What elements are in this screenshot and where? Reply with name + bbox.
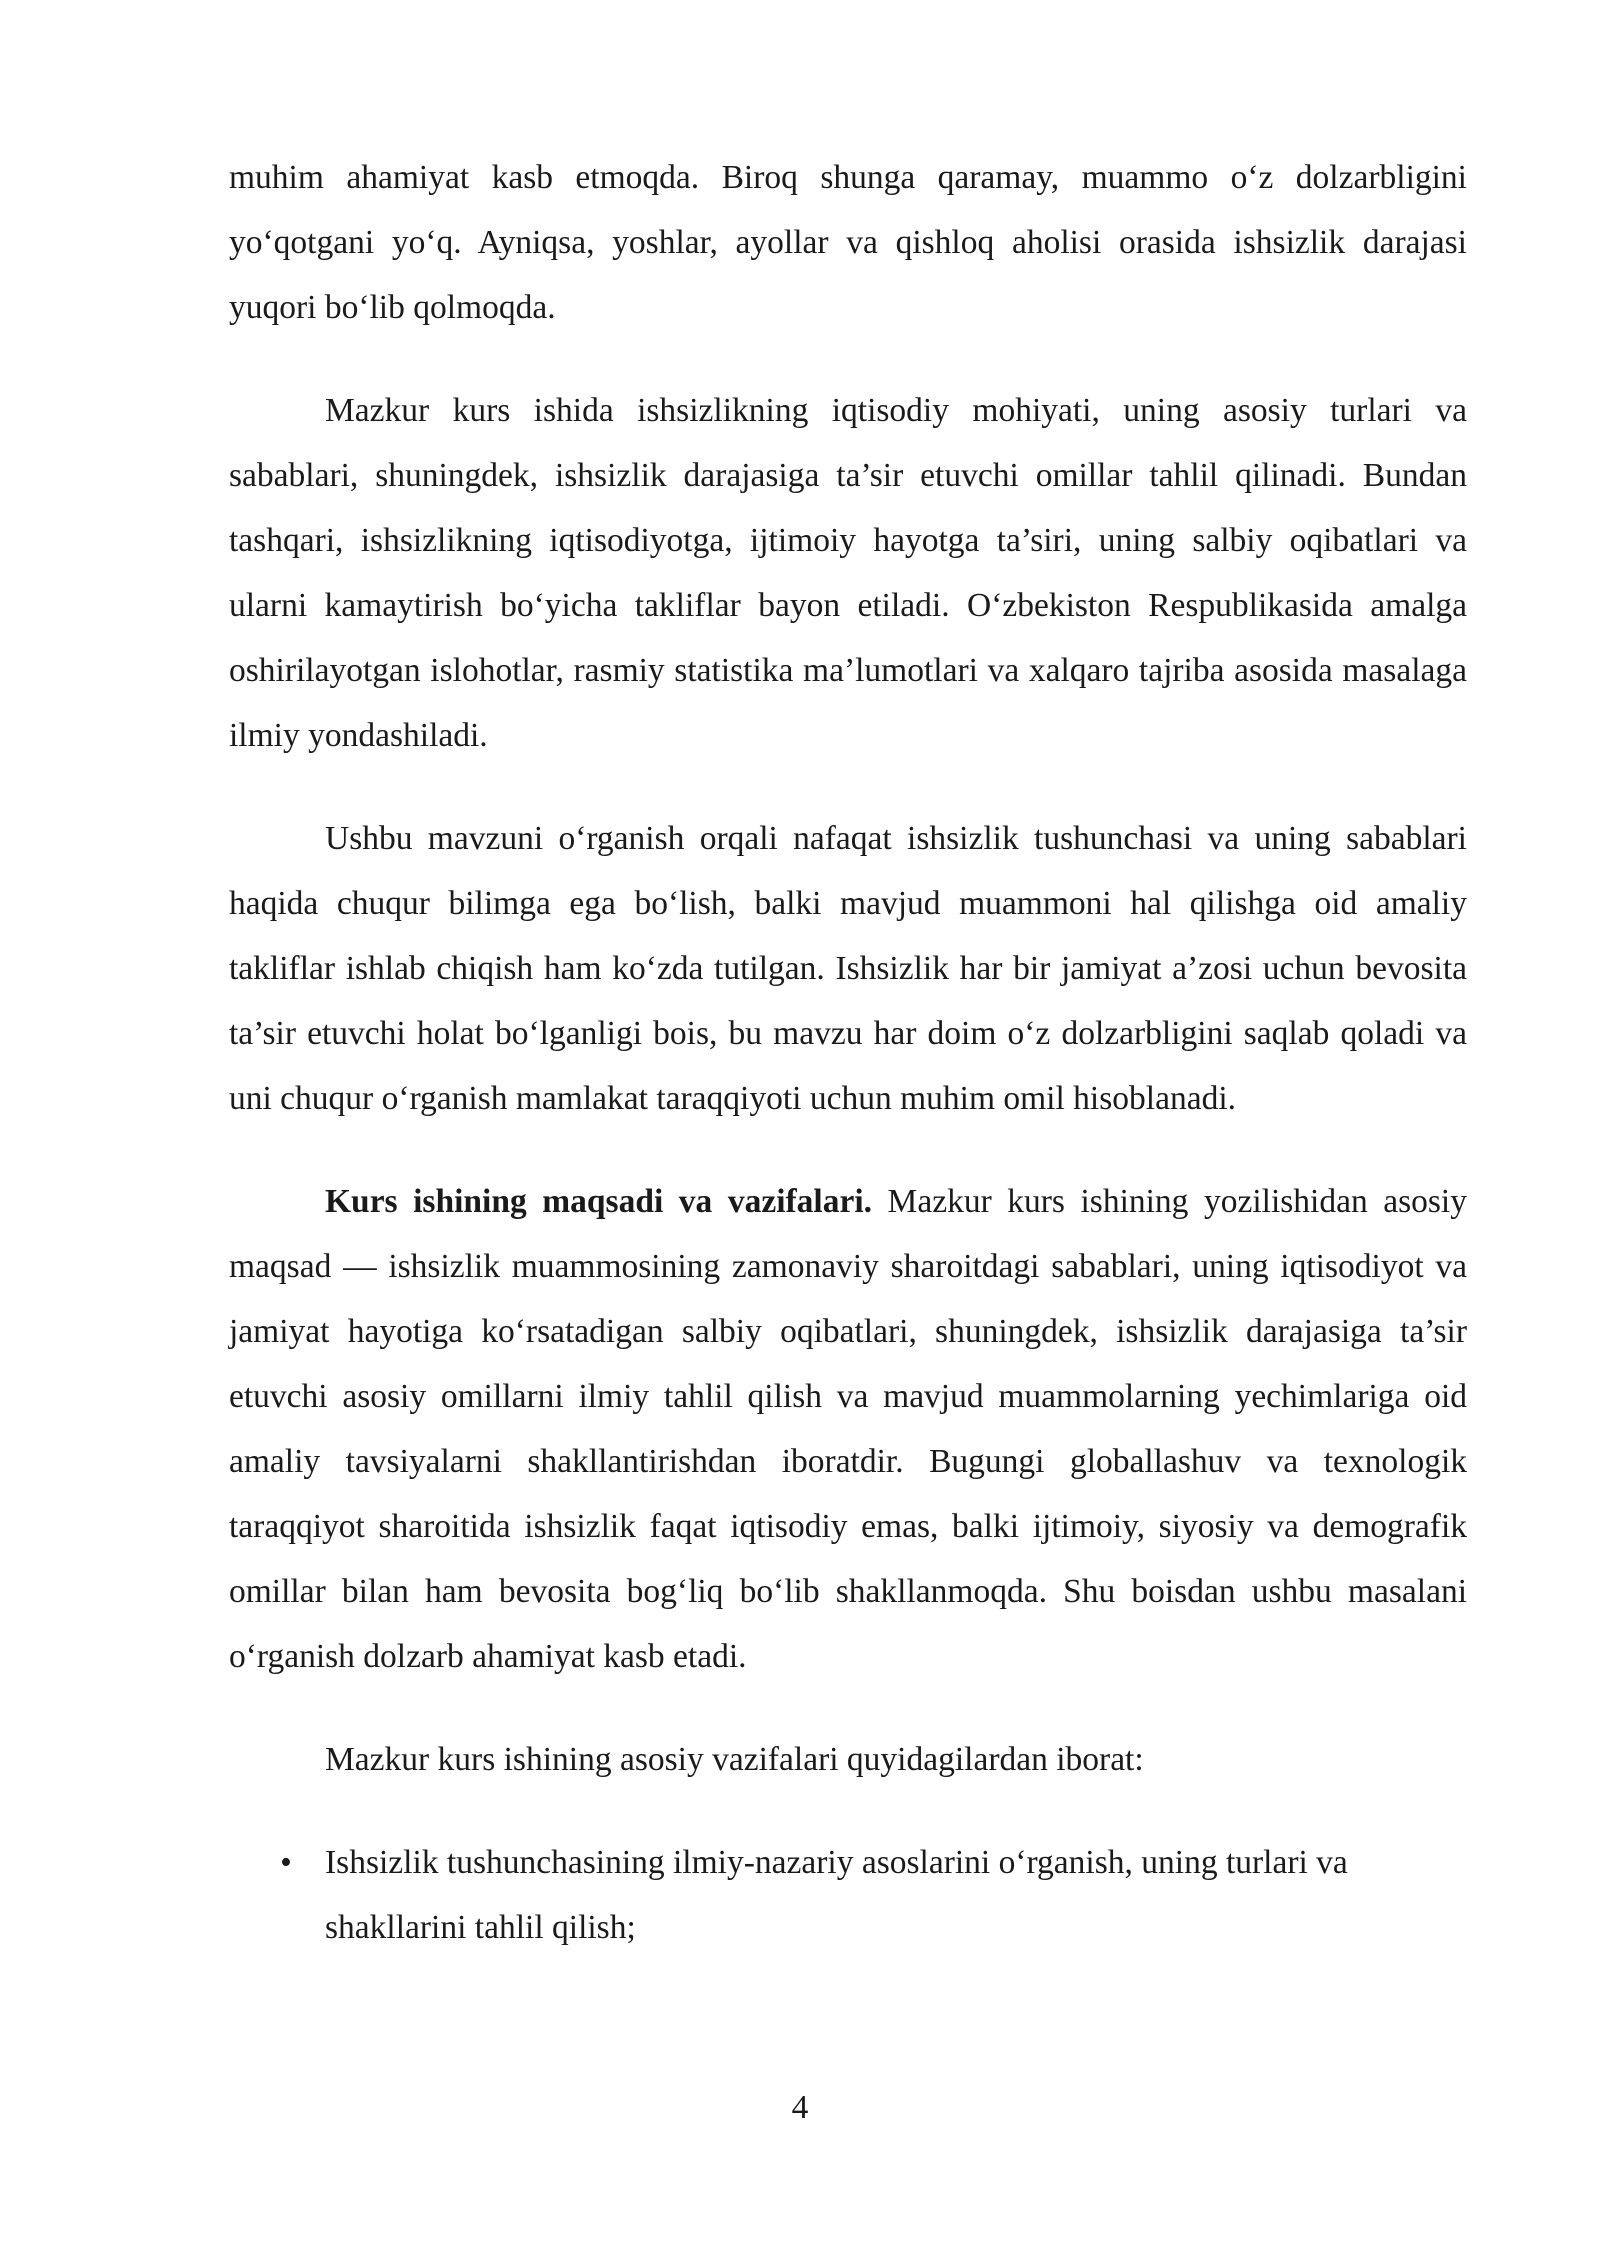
list-item <box>229 1830 1467 1960</box>
page-body <box>229 145 1467 1960</box>
task-text: Ishsizlik tushunchasining ilmiy-nazariy asoslarini o‘rganish, uning turlari va shakllarini tahlil qilish; <box>325 1844 1348 1946</box>
paragraph-topic-study: Ushbu mavzuni o‘rganish orqali nafaqat ishsizlik tushunchasi va uning sabablari haqida chuqur bilimga ega bo‘lish, balki mavjud muammoni hal qilishga oid amaliy takliflar ishlab chiqish ham ko‘zda tutilgan. Ishsizlik har bir jamiyat a’zosi uchun bevosita ta’sir etuvchi holat bo‘lganligi bois, bu mavzu har doim o‘z dolzarbligini saqlab qoladi va uni chuqur o‘rganish mamlakat taraqqiyoti uchun muhim omil hisoblanadi. <box>229 820 1467 1117</box>
bullet-icon: • <box>280 1844 292 1881</box>
paragraph-goal <box>229 1169 1467 1689</box>
paragraph-course-content: Mazkur kurs ishida ishsizlikning iqtisodiy mohiyati, uning asosiy turlari va sabablari, shuningdek, ishsizlik darajasiga ta’sir etuvchi omillar tahlil qilinadi. Bundan tashqari, ishsizlikning iqtisodiyotga, ijtimoiy hayotga ta’siri, uning salbiy oqibatlari va ularni kamaytirish bo‘yicha takliflar bayon etiladi. O‘zbekiston Respublikasida amalga oshirilayotgan islohotlar, rasmiy statistika ma’lumotlari va xalqaro tajriba asosida masalaga ilmiy yondashiladi. <box>229 392 1467 754</box>
goal-heading: Kurs ishining maqsadi va vazifalari. <box>325 1183 873 1220</box>
tasks-list <box>229 1830 1467 1960</box>
paragraph-continuation: muhim ahamiyat kasb etmoqda. Biroq shunga qaramay, muammo o‘z dolzarbligini yo‘qotgani yo‘q. Ayniqsa, yoshlar, ayollar va qishloq aholisi orasida ishsizlik darajasi yuqori bo‘lib qolmoqda. <box>229 159 1467 326</box>
page-number: 4 <box>791 2089 809 2126</box>
goal-text: Mazkur kurs ishining yozilishidan asosiy maqsad — ishsizlik muammosining zamonaviy sharoitdagi sabablari, uning iqtisodiyot va jamiyat hayotiga ko‘rsatadigan salbiy oqibatlari, shuningdek, ishsizlik darajasiga ta’sir etuvchi asosiy omillarni ilmiy tahlil qilish va mavjud muammolarning yechimlariga oid amaliy tavsiyalarni shakllantirishdan iboratdir. Bugungi globallashuv va texnologik taraqqiyot sharoitida ishsizlik faqat iqtisodiy emas, balki ijtimoiy, siyosiy va demografik omillar bilan ham bevosita bog‘liq bo‘lib shakllanmoqda. Shu boisdan ushbu masalani o‘rganish dolzarb ahamiyat kasb etadi. <box>229 1183 1467 1675</box>
paragraph-tasks-intro: Mazkur kurs ishining asosiy vazifalari quyidagilardan iborat: <box>325 1741 1144 1778</box>
